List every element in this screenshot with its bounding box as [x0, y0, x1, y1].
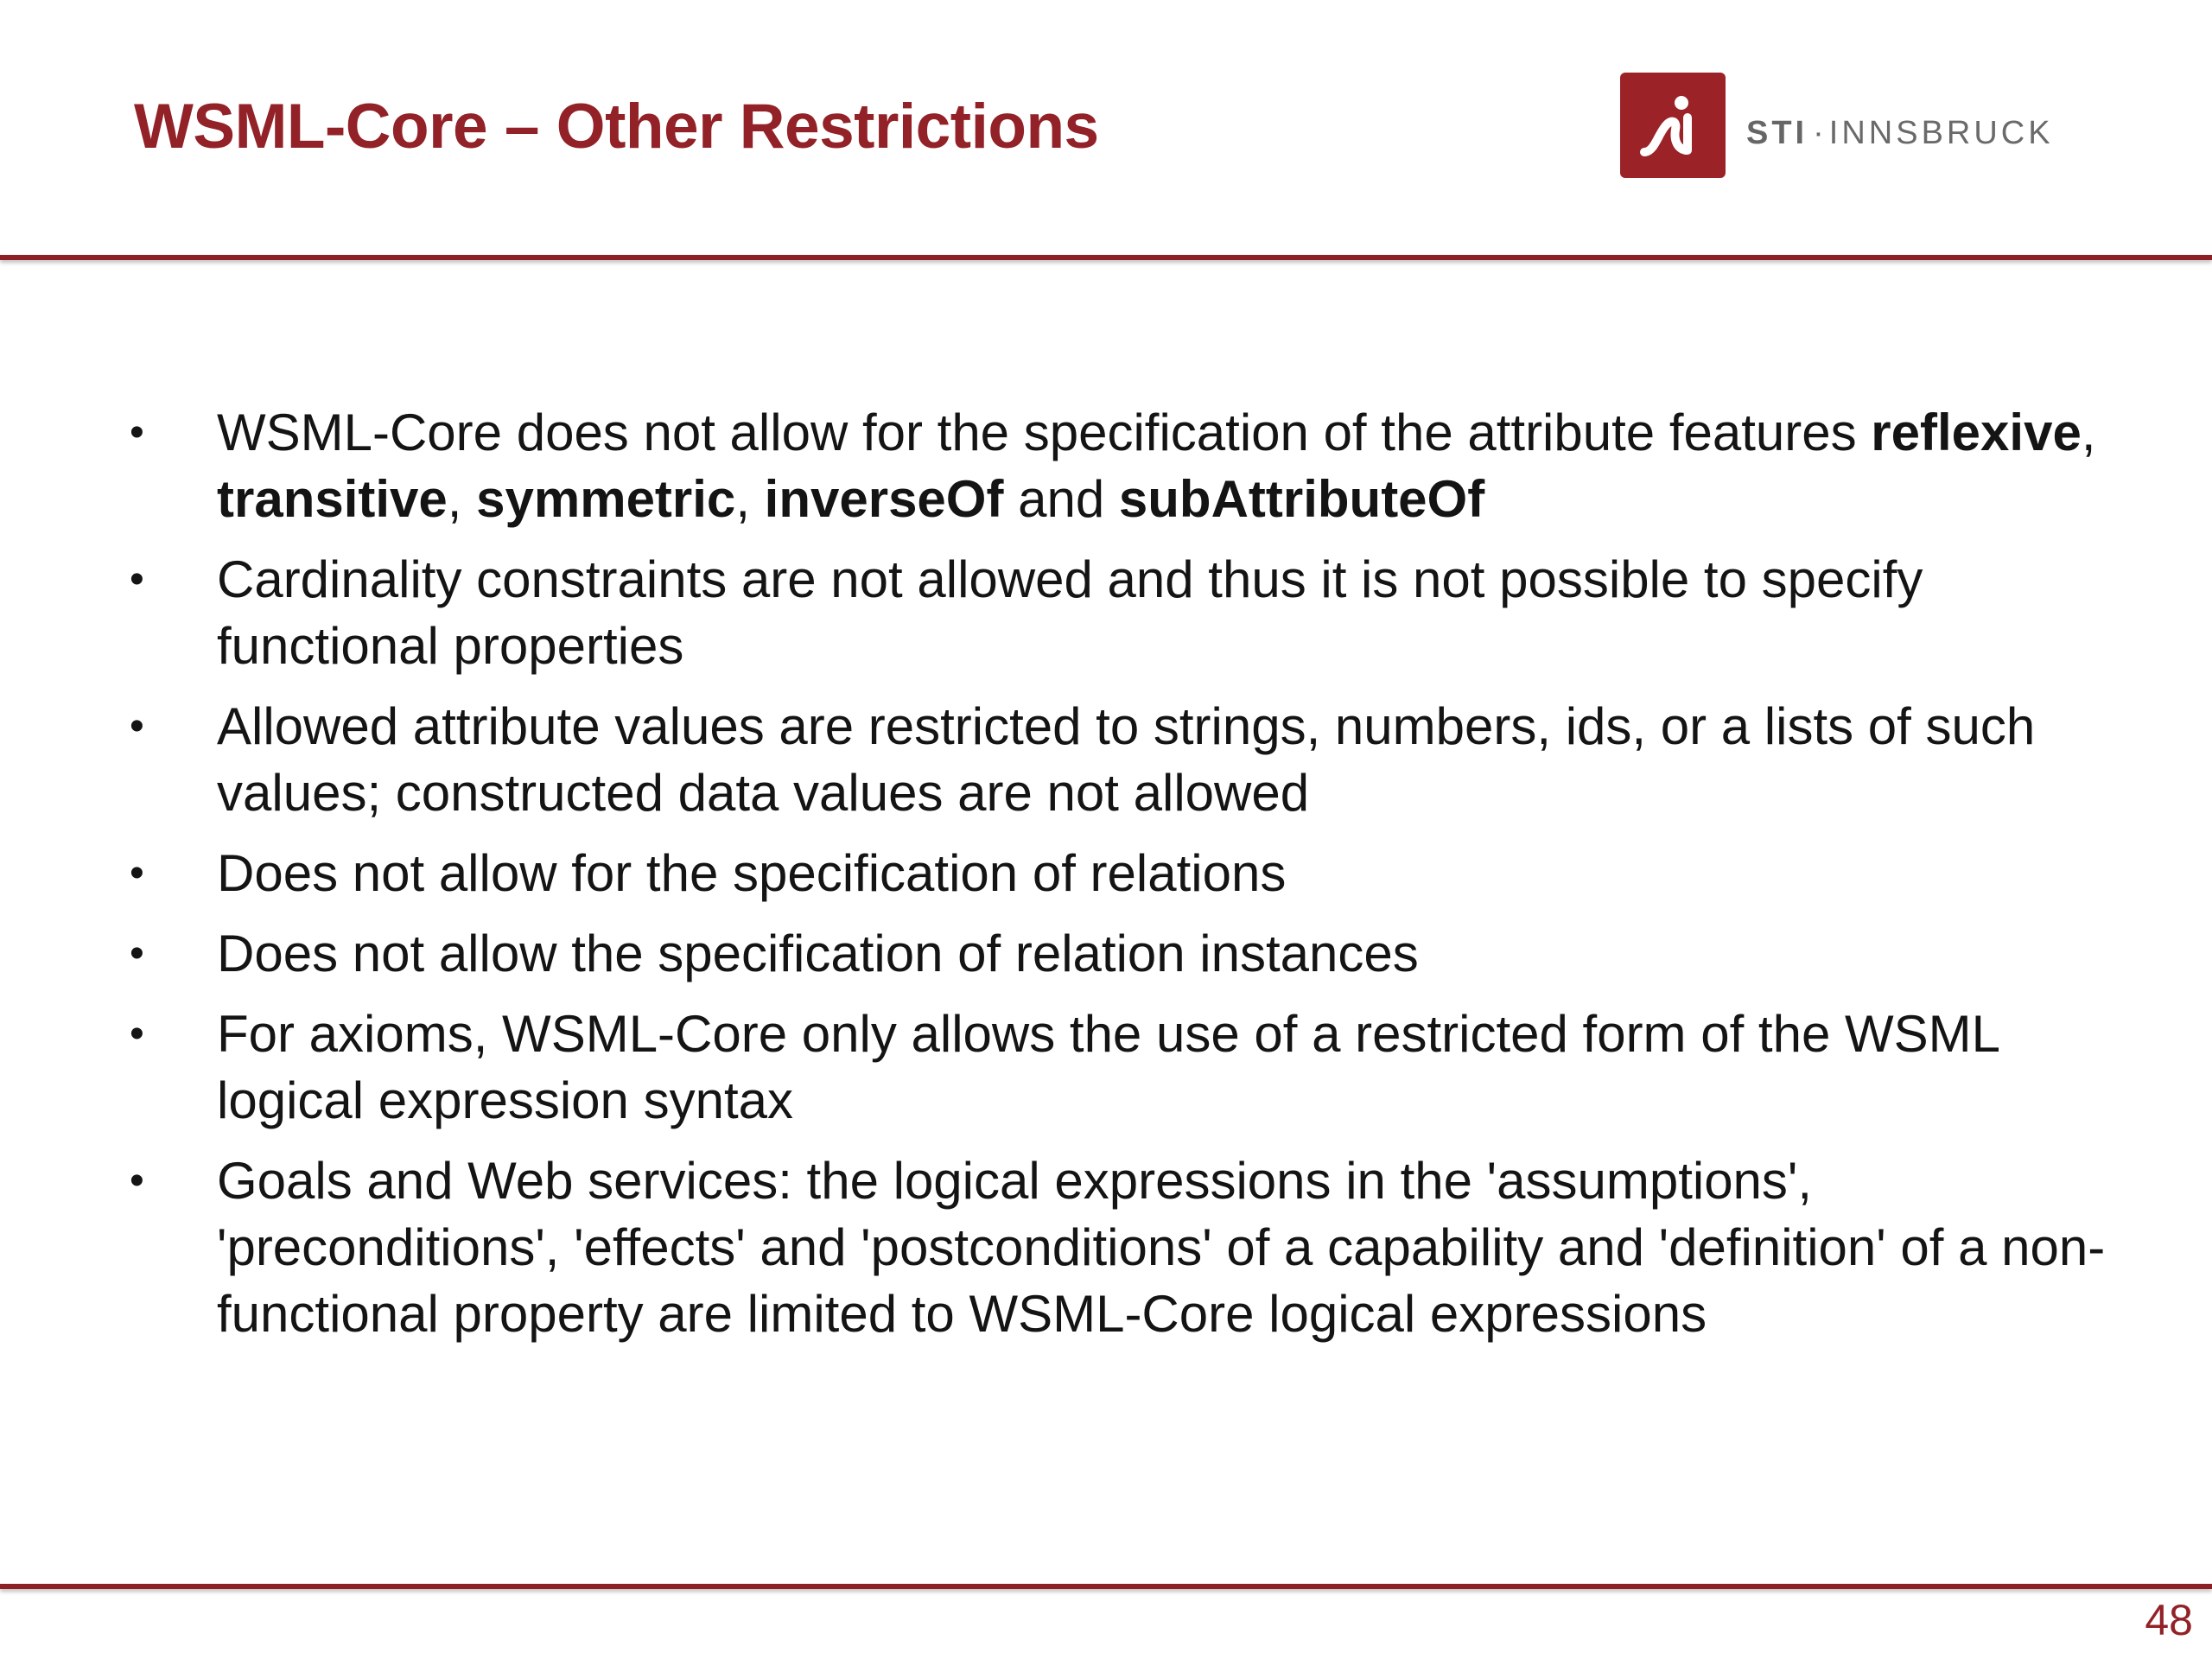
keyword-transitive: transitive — [217, 470, 448, 528]
slide-title: WSML-Core – Other Restrictions — [134, 92, 1099, 162]
separator: and — [1003, 470, 1119, 528]
logo-innsbruck: INNSBRUCK — [1828, 114, 2054, 151]
bullet-dot-icon: • — [130, 850, 144, 896]
bullet-dot-icon: • — [130, 410, 144, 455]
header-divider — [0, 255, 2212, 260]
page-number: 48 — [2145, 1596, 2193, 1644]
keyword-reflexive: reflexive — [1871, 404, 2082, 461]
bullet-dot-icon: • — [130, 556, 144, 602]
bullet-item — [130, 840, 2117, 906]
keyword-symmetric: symmetric — [476, 470, 736, 528]
logo-sti: STI — [1746, 114, 1808, 151]
bullet-item — [130, 693, 2117, 826]
bullet-text: WSML-Core does not allow for the specification of the attribute features — [217, 404, 1872, 461]
bullet-text: Goals and Web services: the logical expressions in the 'assumptions', 'preconditions', 'effects' and 'postconditions' of a capability and 'definition' of a non-functional property are limited to WSML-Core logical expressions — [217, 1152, 2106, 1343]
footer-divider — [0, 1584, 2212, 1589]
bullet-item — [130, 920, 2117, 987]
bullet-dot-icon: • — [130, 931, 144, 976]
bullet-item — [130, 399, 2117, 532]
sti-innsbruck-logo — [1620, 73, 2054, 178]
bullet-dot-icon: • — [130, 1158, 144, 1204]
bullet-item — [130, 1001, 2117, 1134]
bullet-dot-icon: • — [130, 1011, 144, 1057]
bullet-item — [130, 546, 2117, 679]
separator: , — [447, 470, 477, 528]
bullet-text: Cardinality constraints are not allowed and thus it is not possible to specify functional properties — [217, 550, 1923, 675]
bullet-item — [130, 1147, 2117, 1347]
separator: , — [735, 470, 765, 528]
logo-text — [1746, 115, 2054, 152]
bullet-text: Does not allow for the specification of relations — [217, 844, 1287, 902]
sti-logo-icon — [1620, 73, 1726, 178]
bullet-list — [130, 399, 2117, 1361]
bullet-text: Does not allow the specification of relation instances — [217, 925, 1419, 982]
bullet-dot-icon: • — [130, 703, 144, 749]
keyword-subattributeof: subAttributeOf — [1118, 470, 1485, 528]
separator: , — [2081, 404, 2096, 461]
bullet-text: Allowed attribute values are restricted to strings, numbers, ids, or a lists of such values; constructed data values are not allowed — [217, 697, 2036, 822]
logo-separator: · — [1813, 114, 1824, 151]
bullet-text: For axioms, WSML-Core only allows the use of a restricted form of the WSML logical expression syntax — [217, 1005, 1999, 1129]
keyword-inverseof: inverseOf — [764, 470, 1004, 528]
